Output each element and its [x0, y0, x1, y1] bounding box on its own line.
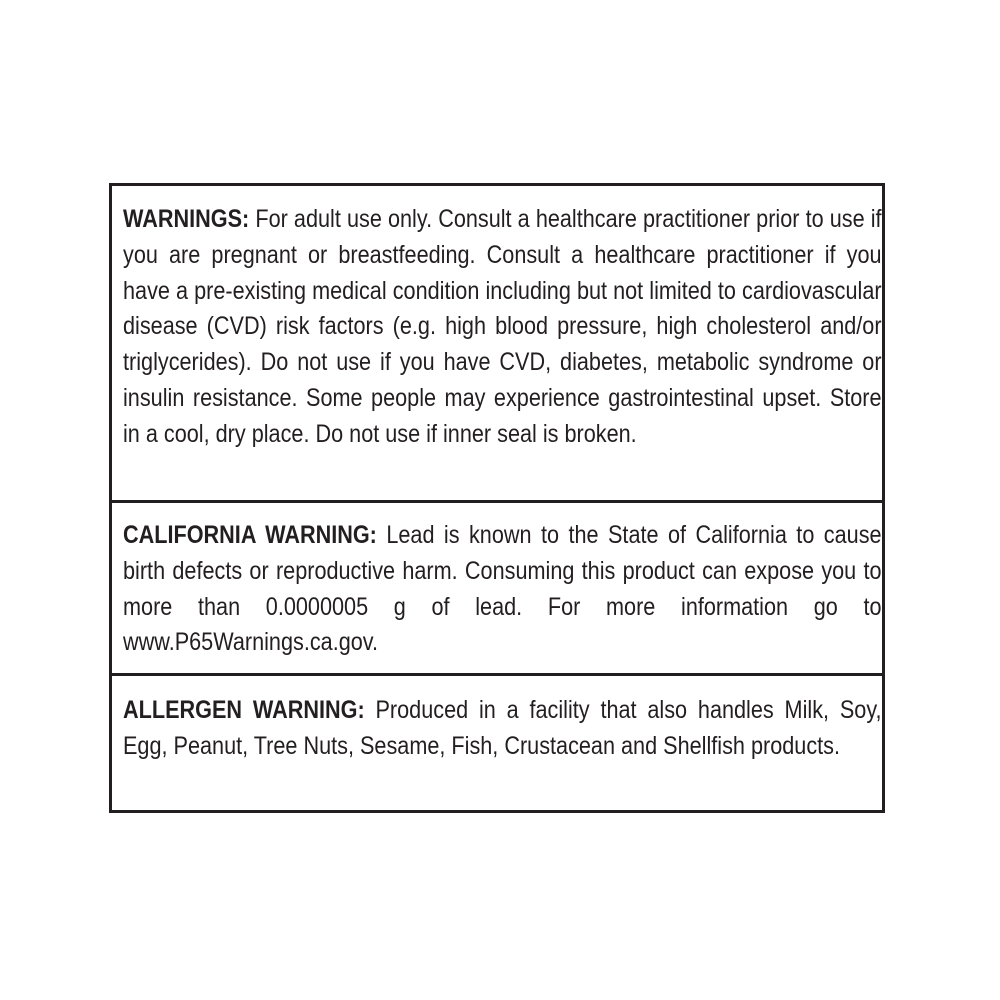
general-warnings-label: WARNINGS: — [123, 206, 250, 233]
general-warnings-paragraph — [123, 202, 882, 453]
california-warning-text: Lead is known to the State of California to cause birth defects or reproductive harm. Consuming this product can expose you to more than 0.0000005 g of lead. For more information go to www.P65Warnings.ca.gov. — [123, 522, 882, 657]
allergen-warning-section — [112, 676, 882, 810]
california-warning-paragraph — [123, 518, 882, 661]
general-warnings-text: For adult use only. Consult a healthcare practitioner prior to use if you are pregnant or breastfeeding. Consult a healthcare practitioner if you have a pre-existing medical condition including but not limited to cardiovascular disease (CVD) risk factors (e.g. high blood pressure, high cholesterol and/or triglycerides). Do not use if you have CVD, diabetes, metabolic syndrome or insulin resistance. Some people may experience gastrointestinal upset. Store in a cool, dry place. Do not use if inner seal is broken. — [123, 206, 882, 448]
general-warnings-section — [112, 186, 882, 503]
allergen-warning-text: Produced in a facility that also handles Milk, Soy, Egg, Peanut, Tree Nuts, Sesame, Fish, Crustacean and Shellfish products. — [123, 697, 882, 760]
allergen-warning-paragraph — [123, 693, 882, 765]
warning-label-box — [109, 183, 885, 813]
california-warning-section — [112, 503, 882, 676]
california-warning-label: CALIFORNIA WARNING: — [123, 522, 377, 549]
allergen-warning-label: ALLERGEN WARNING: — [123, 697, 365, 724]
